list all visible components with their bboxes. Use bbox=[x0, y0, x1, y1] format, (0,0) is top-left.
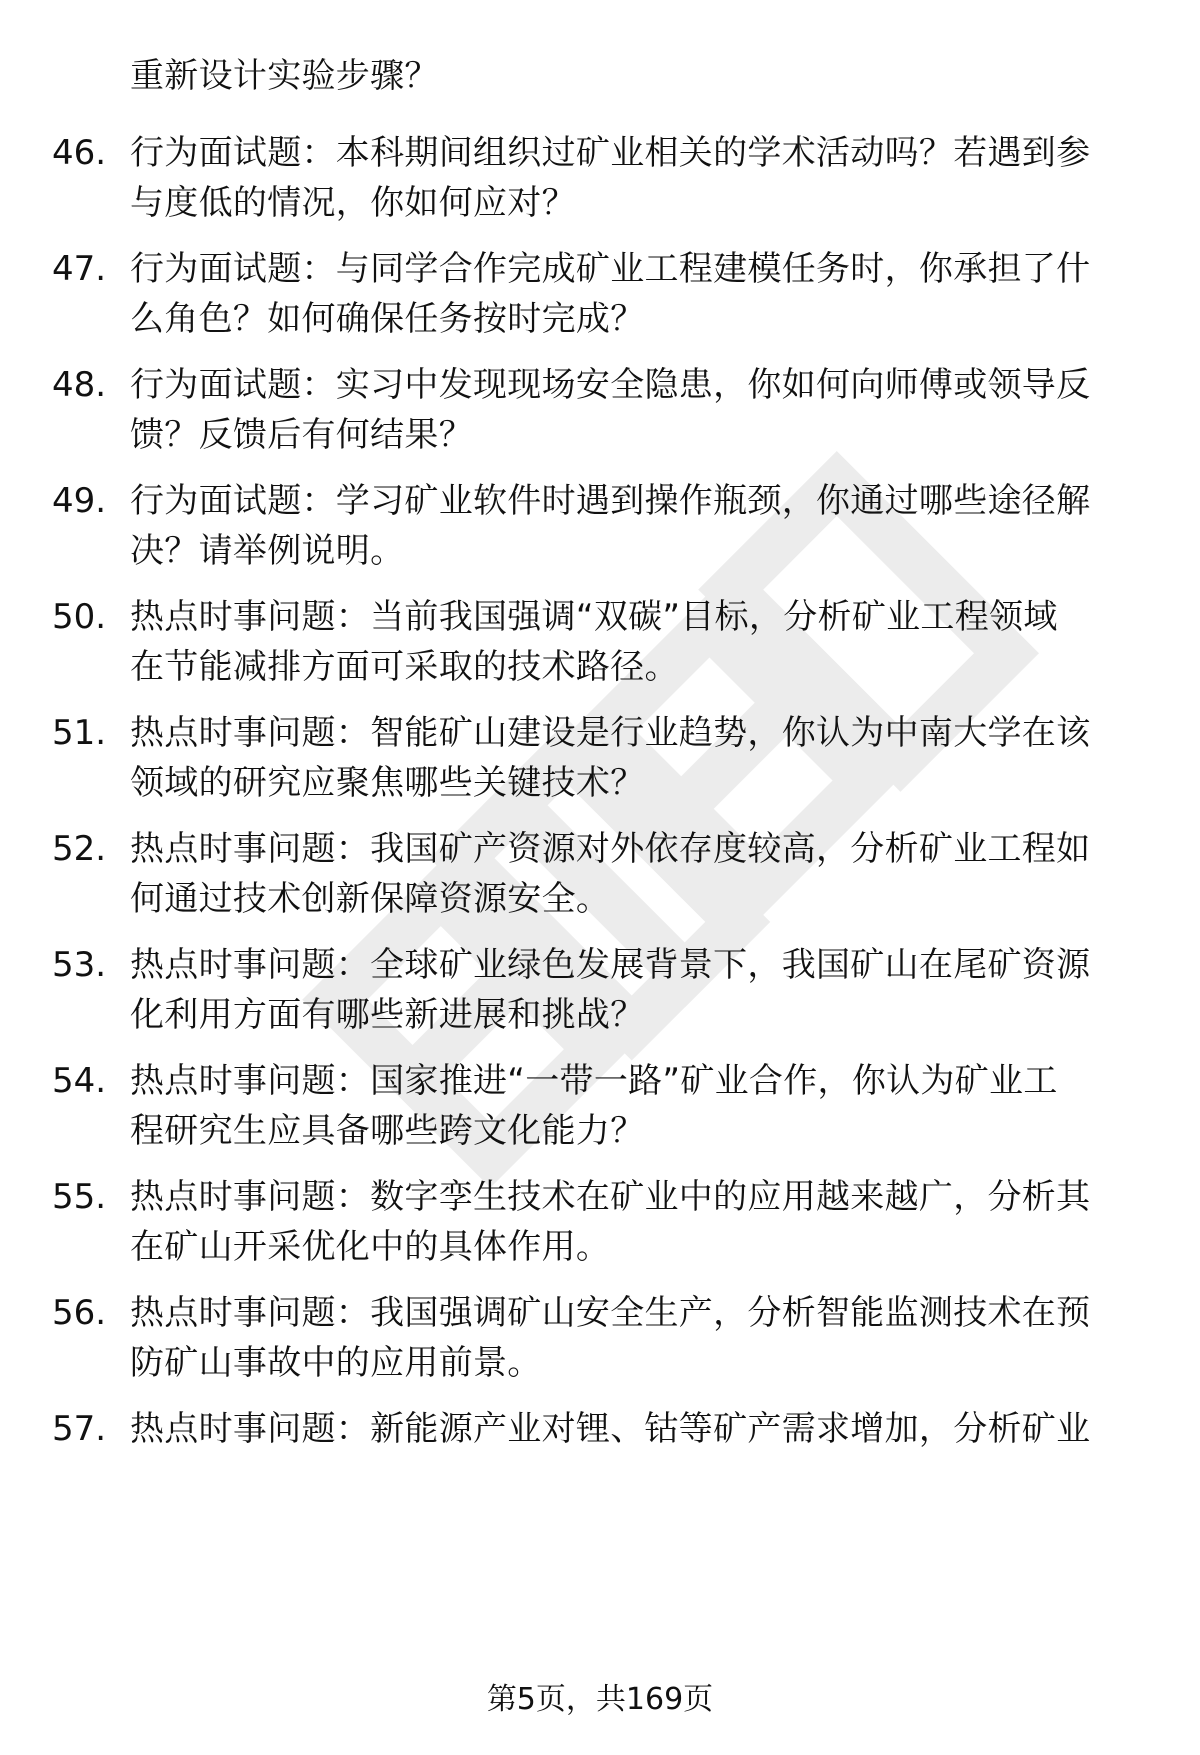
question-text-line1: 热点时事问题：我国强调矿山安全生产，分析智能监测技术在预 bbox=[130, 1293, 1091, 1333]
question-text-line2: 么角色？如何确保任务按时完成？ bbox=[130, 299, 645, 339]
question-item bbox=[0, 1290, 1200, 1390]
question-number: 56. bbox=[52, 1293, 107, 1333]
question-item bbox=[0, 246, 1200, 346]
question-number: 51. bbox=[52, 713, 107, 753]
question-number: 57. bbox=[52, 1409, 107, 1449]
question-number: 52. bbox=[52, 829, 107, 869]
question-number: 53. bbox=[52, 945, 107, 985]
question-text-line1: 行为面试题：学习矿业软件时遇到操作瓶颈，你通过哪些途径解 bbox=[130, 481, 1091, 521]
question-text-line2: 何通过技术创新保障资源安全。 bbox=[130, 879, 611, 919]
question-number: 54. bbox=[52, 1061, 107, 1101]
question-item bbox=[0, 826, 1200, 926]
question-text-line2: 防矿山事故中的应用前景。 bbox=[130, 1343, 542, 1383]
question-number: 46. bbox=[52, 133, 107, 173]
question-item bbox=[0, 362, 1200, 462]
question-text-line1: 热点时事问题：新能源产业对锂、钴等矿产需求增加，分析矿业 bbox=[130, 1409, 1091, 1449]
question-item bbox=[0, 1174, 1200, 1274]
question-text-line2: 领域的研究应聚焦哪些关键技术？ bbox=[130, 763, 645, 803]
question-text-line2: 馈？反馈后有何结果？ bbox=[130, 415, 473, 455]
question-number: 50. bbox=[52, 597, 107, 637]
question-number: 48. bbox=[52, 365, 107, 405]
question-number: 47. bbox=[52, 249, 107, 289]
question-item bbox=[0, 130, 1200, 230]
question-text-line2: 在矿山开采优化中的具体作用。 bbox=[130, 1227, 611, 1267]
question-text-line2: 决？请举例说明。 bbox=[130, 531, 405, 571]
question-text-line1: 热点时事问题：我国矿产资源对外依存度较高，分析矿业工程如 bbox=[130, 829, 1091, 869]
question-text-line1: 热点时事问题：数字孪生技术在矿业中的应用越来越广，分析其 bbox=[130, 1177, 1091, 1217]
question-text-line2: 在节能减排方面可采取的技术路径。 bbox=[130, 647, 679, 687]
question-item bbox=[0, 942, 1200, 1042]
question-item bbox=[0, 1058, 1200, 1158]
page-footer: 第5页，共169页 bbox=[486, 1682, 714, 1717]
question-item bbox=[0, 1406, 1200, 1506]
question-text-line2: 程研究生应具备哪些跨文化能力？ bbox=[130, 1111, 645, 1151]
question-number: 55. bbox=[52, 1177, 107, 1217]
question-text-line1: 行为面试题：与同学合作完成矿业工程建模任务时，你承担了什 bbox=[130, 249, 1091, 289]
question-text-line1: 热点时事问题：国家推进“一带一路”矿业合作，你认为矿业工 bbox=[130, 1061, 1058, 1101]
question-text-line1: 热点时事问题：全球矿业绿色发展背景下，我国矿山在尾矿资源 bbox=[130, 945, 1091, 985]
question-item bbox=[0, 710, 1200, 810]
question-text-line1: 行为面试题：实习中发现现场安全隐患，你如何向师傅或领导反 bbox=[130, 365, 1091, 405]
question-text-line2: 化利用方面有哪些新进展和挑战？ bbox=[130, 995, 645, 1035]
continuation-line: 重新设计实验步骤？ bbox=[130, 56, 439, 96]
question-item bbox=[0, 478, 1200, 578]
question-number: 49. bbox=[52, 481, 107, 521]
question-text-line2: 与度低的情况，你如何应对？ bbox=[130, 183, 576, 223]
question-item bbox=[0, 594, 1200, 694]
question-text-line1: 热点时事问题：当前我国强调“双碳”目标，分析矿业工程领域 bbox=[130, 597, 1058, 637]
question-text-line1: 热点时事问题：智能矿山建设是行业趋势，你认为中南大学在该 bbox=[130, 713, 1091, 753]
question-text-line1: 行为面试题：本科期间组织过矿业相关的学术活动吗？若遇到参 bbox=[130, 133, 1091, 173]
